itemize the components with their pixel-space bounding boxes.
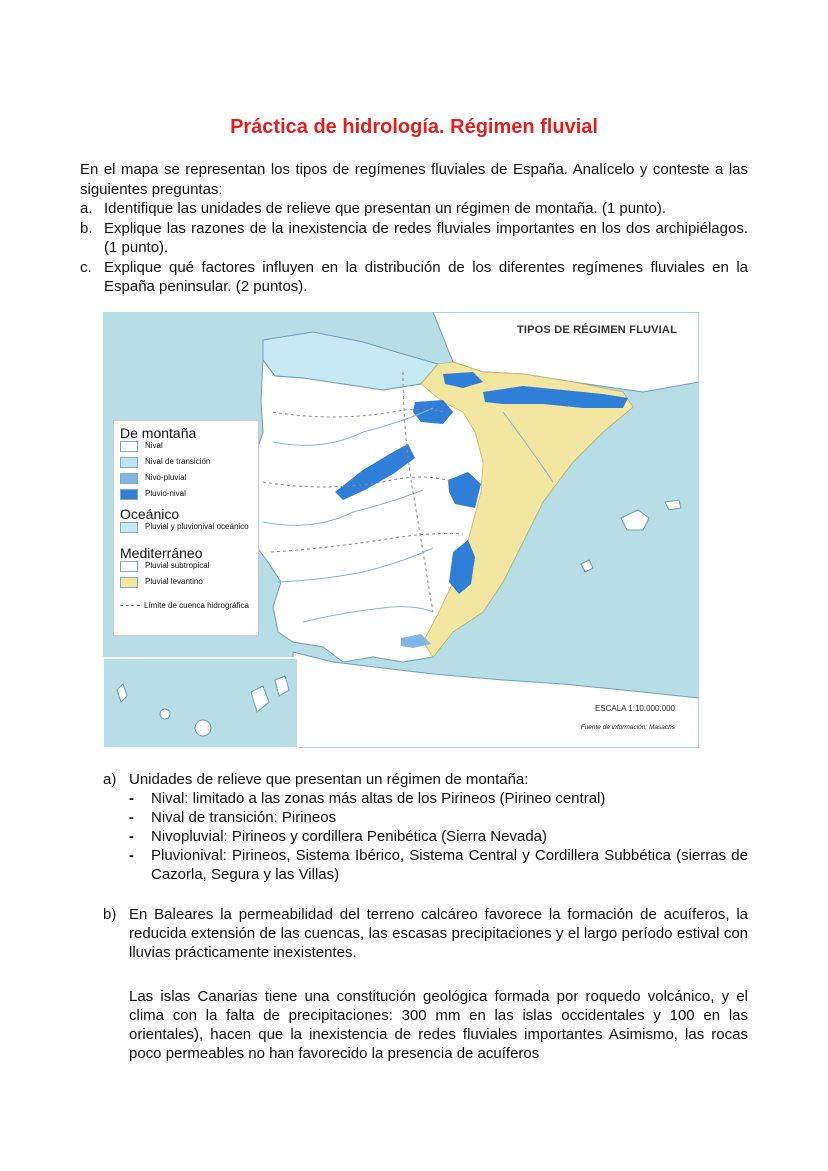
legend-label: Nival — [145, 441, 163, 450]
legend-swatch-pluvionival — [120, 489, 138, 500]
legend-group-oceanic: Oceánico — [120, 506, 180, 522]
answer-a-intro: Unidades de relieve que presentan un régimen de montaña: — [129, 771, 529, 788]
legend-label: Pluvial levantino — [145, 577, 203, 586]
page-title: Práctica de hidrología. Régimen fluvial — [230, 116, 598, 138]
balearic-mallorca — [621, 510, 649, 530]
legend-swatch-nival-transicion — [120, 457, 138, 468]
answer-marker: a) — [103, 771, 117, 788]
fluvial-regime-map — [103, 312, 699, 748]
list-item-text: Pluvionival: Pirineos, Sistema Ibérico, Sistema Central y Cordillera Subbética (sierras de Cazorla, Segura y las Villas) — [151, 847, 748, 883]
list-item-text: Nivopluvial: Pirineos y cordillera Penibética (Sierra Nevada) — [151, 828, 548, 845]
bullet-dash: - — [129, 809, 134, 826]
answer-a-list — [129, 789, 748, 884]
legend-group-mountain: De montaña — [120, 425, 197, 441]
legend-item — [120, 561, 252, 577]
legend-swatch-levantino — [120, 577, 138, 588]
answer-a — [103, 770, 748, 884]
answer-b — [103, 905, 748, 1063]
canary-island — [160, 709, 170, 719]
legend-item — [120, 457, 252, 473]
question-item — [80, 199, 748, 219]
legend-item — [120, 601, 252, 610]
list-item — [129, 827, 748, 846]
list-item — [129, 789, 748, 808]
bullet-dash: - — [129, 828, 134, 845]
legend-item — [120, 577, 252, 593]
question-text: Explique las razones de la inexistencia de redes fluviales importantes en los dos archipiélagos. (1 punto). — [104, 219, 748, 256]
map-scale: ESCALA 1:10.000.000 — [594, 704, 675, 713]
map-title: TIPOS DE RÉGIMEN FLUVIAL — [516, 324, 677, 336]
map-legend — [113, 420, 259, 636]
map-source: Fuente de información: Masachs — [580, 724, 675, 731]
legend-group-mediterranean: Mediterráneo — [120, 545, 203, 561]
legend-label: Nivo-pluvial — [145, 473, 187, 482]
question-marker: a. — [80, 200, 93, 217]
question-text: Identifique las unidades de relieve que presentan un régimen de montaña. (1 punto). — [104, 200, 667, 217]
legend-basin-line — [120, 605, 140, 606]
question-marker: b. — [80, 219, 93, 237]
legend-swatch-nivopluvial — [120, 473, 138, 484]
legend-item — [120, 489, 252, 505]
answers-section — [103, 770, 748, 1063]
bullet-dash: - — [129, 790, 134, 807]
balearic-ibiza — [581, 560, 593, 572]
legend-item — [120, 441, 252, 457]
legend-swatch-oceanico — [120, 522, 138, 533]
question-text: Explique qué factores influyen en la distribución de los diferentes regímenes fluviales en la España peninsular. (2 puntos). — [104, 258, 748, 295]
question-list — [80, 199, 748, 297]
list-item-text: Nival de transición: Pirineos — [151, 809, 337, 826]
question-item — [80, 219, 748, 258]
bullet-dash: - — [129, 847, 134, 864]
legend-label: Nival de transición — [145, 457, 211, 466]
exercise-statement — [80, 160, 748, 297]
list-item — [129, 808, 748, 827]
canary-island — [195, 720, 211, 736]
answer-marker: b) — [103, 906, 117, 923]
list-item — [129, 846, 748, 884]
answer-b-paragraph-2: Las islas Canarias tiene una constitución geológica formada por roquedo volcánico, y el clima con la falta de precipitaciones: 300 mm en las islas occidentales y 100 en las orientales), hacen que la inexistencia de redes fluviales importantes Asimismo, las rocas poco permeables no han favorecido la presencia de acuíferos — [129, 988, 748, 1062]
answer-b-paragraph-1: En Baleares la permeabilidad del terreno calcáreo favorece la formación de acuíferos, la reducida extensión de las cuencas, las escasas precipitaciones y el largo período estival con lluvias prácticamente inexistentes. — [129, 906, 748, 961]
legend-label: Pluvio-nival — [145, 489, 186, 498]
legend-label: Límite de cuenca hidrográfica — [144, 601, 249, 610]
intro-text: En el mapa se representan los tipos de regímenes fluviales de España. Analícelo y conteste a las siguientes preguntas: — [80, 161, 748, 198]
list-item-text: Nival: limitado a las zonas más altas de los Pirineos (Pirineo central) — [151, 790, 606, 807]
legend-item — [120, 522, 252, 544]
legend-item — [120, 473, 252, 489]
legend-label: Pluvial y pluvionival oceánico — [145, 522, 249, 531]
question-marker: c. — [80, 258, 92, 276]
africa-land — [293, 652, 699, 748]
question-item — [80, 258, 748, 297]
legend-swatch-nival — [120, 441, 138, 452]
balearic-menorca — [665, 500, 681, 510]
legend-label: Pluvial subtropical — [145, 561, 210, 570]
legend-swatch-subtropical — [120, 561, 138, 572]
